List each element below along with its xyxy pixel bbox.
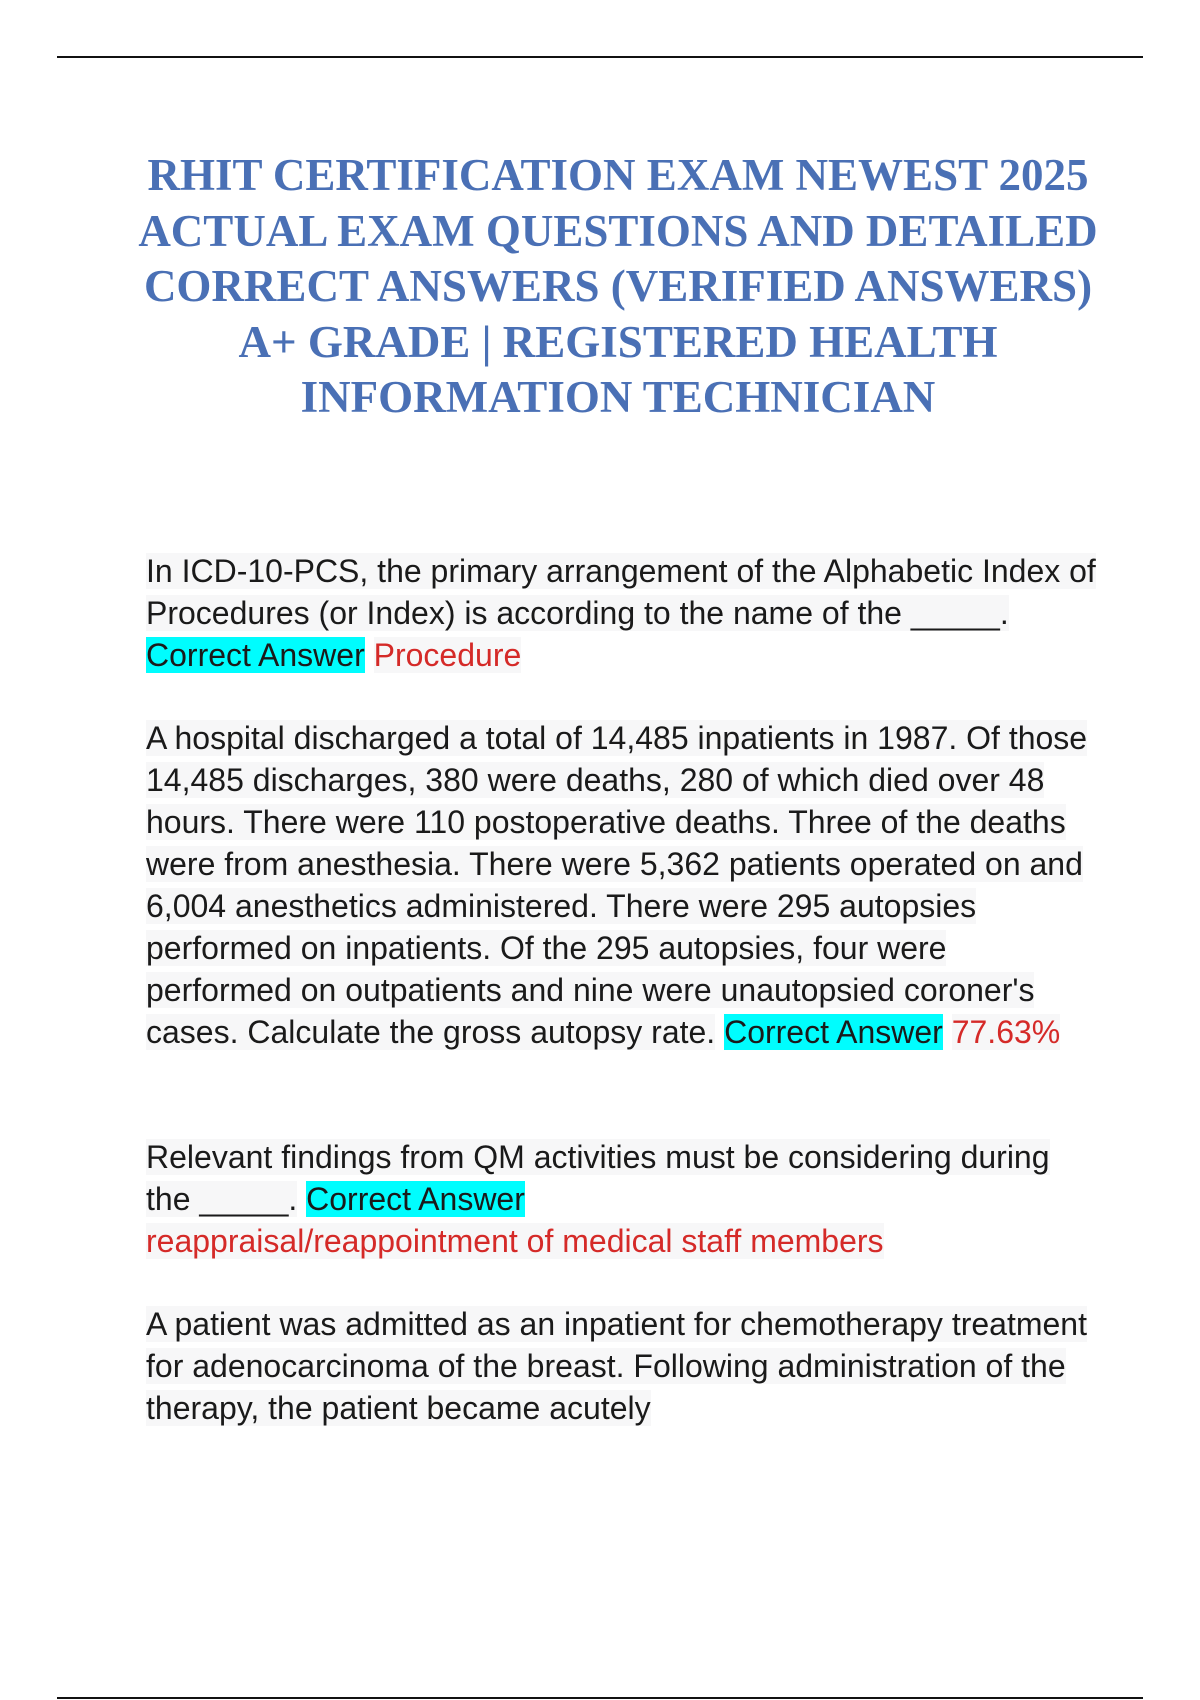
question-text: Relevant findings from QM activities must be considering during the _____. (146, 1139, 1050, 1217)
qa-item (146, 1136, 1096, 1262)
correct-answer-label: Correct Answer (146, 637, 365, 673)
question-text: A hospital discharged a total of 14,485 inpatients in 1987. Of those 14,485 discharges, 380 were deaths, 280 of which died over 48 hours. There were 110 postoperative deaths. Three of the deaths were from anesthesia. There were 5,362 patients operated on and 6,004 anesthetics administered. There were 295 autopsies performed on inpatients. Of the 295 autopsies, four were performed on outpatients and nine were unautopsied coroner's cases. Calculate the gross autopsy rate. (146, 720, 1088, 1050)
bottom-rule (57, 1697, 1143, 1699)
document-title: RHIT CERTIFICATION EXAM NEWEST 2025 ACTUAL EXAM QUESTIONS AND DETAILED CORRECT ANSWERS (VERIFIED ANSWERS) A+ GRADE | REGISTERED HEALTH INFORMATION TECHNICIAN (138, 150, 1098, 423)
qa-item (146, 1303, 1096, 1429)
qa-item (146, 550, 1096, 676)
question-text: In ICD-10-PCS, the primary arrangement of the Alphabetic Index of Procedures (or Index) is according to the name of the _____. (146, 553, 1096, 631)
answer-text: 77.63% (951, 1014, 1061, 1050)
top-rule (57, 56, 1143, 58)
qa-item (146, 717, 1096, 1053)
correct-answer-label: Correct Answer (724, 1014, 943, 1050)
correct-answer-label: Correct Answer (306, 1181, 525, 1217)
answer-text: Procedure (373, 637, 522, 673)
answer-text: reappraisal/reappointment of medical staff members (146, 1223, 884, 1259)
question-text: A patient was admitted as an inpatient for chemotherapy treatment for adenocarcinoma of the breast. Following administration of the therapy, the patient became acutely (146, 1306, 1087, 1426)
